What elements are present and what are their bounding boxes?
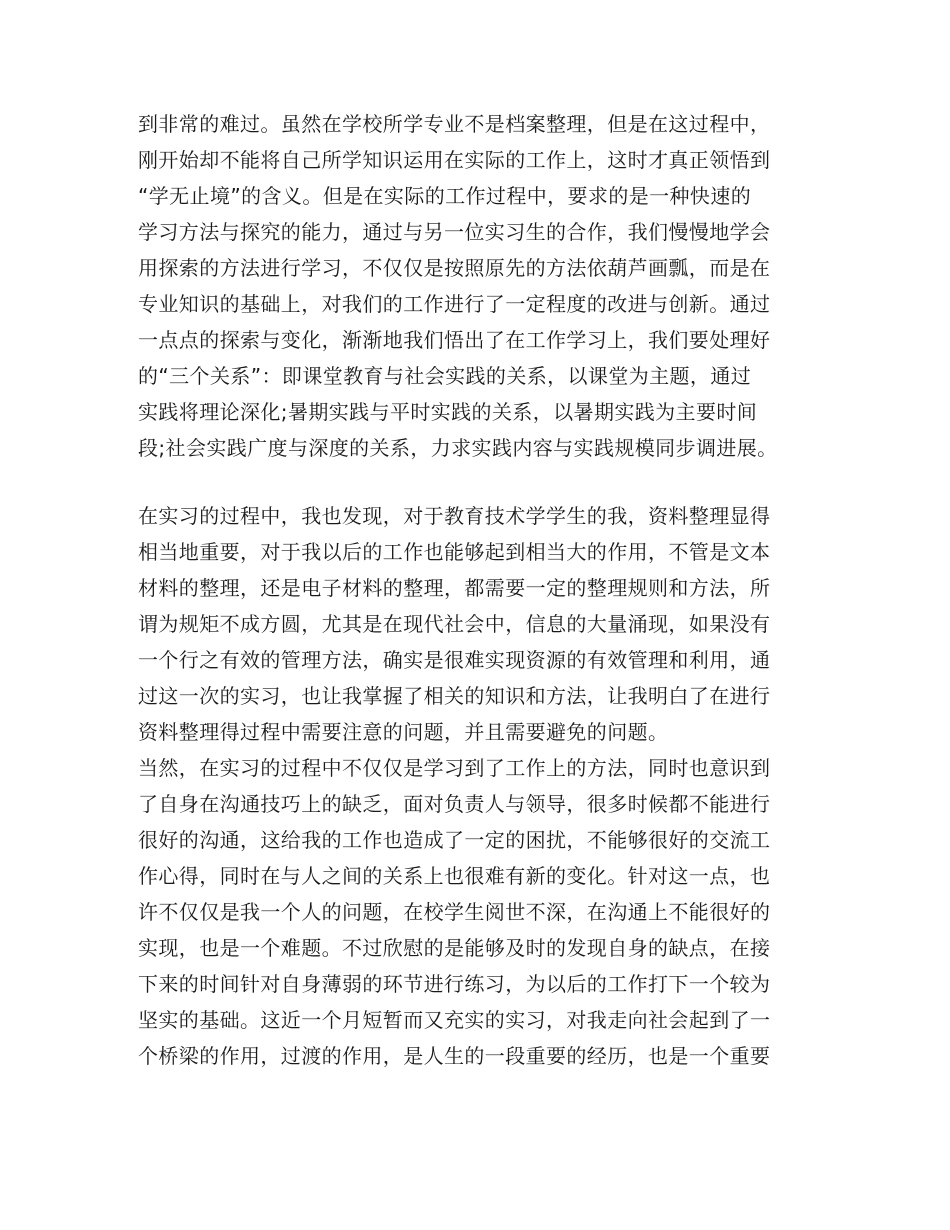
text-line: 过这一次的实习，也让我掌握了相关的知识和方法，让我明白了在进行 [138,684,771,708]
text-line: 用探索的方法进行学习，不仅仅是按照原先的方法依葫芦画瓢，而是在 [138,256,771,280]
text-line: 资料整理得过程中需要注意的问题，并且需要避免的问题。 [138,720,669,744]
paragraph-2 [138,498,838,750]
text-line: 当然，在实习的过程中不仅仅是学习到了工作上的方法，同时也意识到 [138,756,771,780]
text-line: 实践将理论深化;暑期实践与平时实践的关系，以暑期实践为主要时间 [138,400,758,424]
text-line: 段;社会实践广度与深度的关系，力求实践内容与实践规模同步调进展。 [138,436,778,460]
text-line: 到非常的难过。虽然在学校所学专业不是档案整理，但是在这过程中， [138,112,771,136]
paragraph-1 [138,106,838,466]
text-line: 很好的沟通，这给我的工作也造成了一定的困扰，不能够很好的交流工 [138,828,771,852]
document-body [138,106,838,1074]
text-line: 学习方法与探究的能力，通过与另一位实习生的合作，我们慢慢地学会 [138,220,771,244]
text-line: 的“三个关系”：即课堂教育与社会实践的关系，以课堂为主题，通过 [138,364,752,388]
text-line: 刚开始却不能将自己所学知识运用在实际的工作上，这时才真正领悟到 [138,148,771,172]
text-line: 在实习的过程中，我也发现，对于教育技术学学生的我，资料整理显得 [138,504,771,528]
text-line: 实现，也是一个难题。不过欣慰的是能够及时的发现自身的缺点，在接 [138,936,771,960]
text-line: 一点点的探索与变化，渐渐地我们悟出了在工作学习上，我们要处理好 [138,328,771,352]
text-line: 个桥梁的作用，过渡的作用，是人生的一段重要的经历，也是一个重要 [138,1044,771,1068]
text-line: 了自身在沟通技巧上的缺乏，面对负责人与领导，很多时候都不能进行 [138,792,771,816]
text-line: 谓为规矩不成方圆，尤其是在现代社会中，信息的大量涌现，如果没有 [138,612,771,636]
text-line: 下来的时间针对自身薄弱的环节进行练习，为以后的工作打下一个较为 [138,972,771,996]
text-line: 一个行之有效的管理方法，确实是很难实现资源的有效管理和利用，通 [138,648,771,672]
paragraph-3 [138,750,838,1074]
text-line: 专业知识的基础上，对我们的工作进行了一定程度的改进与创新。通过 [138,292,771,316]
text-line: 材料的整理，还是电子材料的整理，都需要一定的整理规则和方法，所 [138,576,771,600]
text-line: 坚实的基础。这近一个月短暂而又充实的实习，对我走向社会起到了一 [138,1008,771,1032]
text-line: 许不仅仅是我一个人的问题，在校学生阅世不深，在沟通上不能很好的 [138,900,771,924]
text-line: 作心得，同时在与人之间的关系上也很难有新的变化。针对这一点，也 [138,864,771,888]
text-line: “学无止境”的含义。但是在实际的工作过程中，要求的是一种快速的 [138,184,752,208]
paragraph-spacer [138,466,838,498]
text-line: 相当地重要，对于我以后的工作也能够起到相当大的作用，不管是文本 [138,540,771,564]
